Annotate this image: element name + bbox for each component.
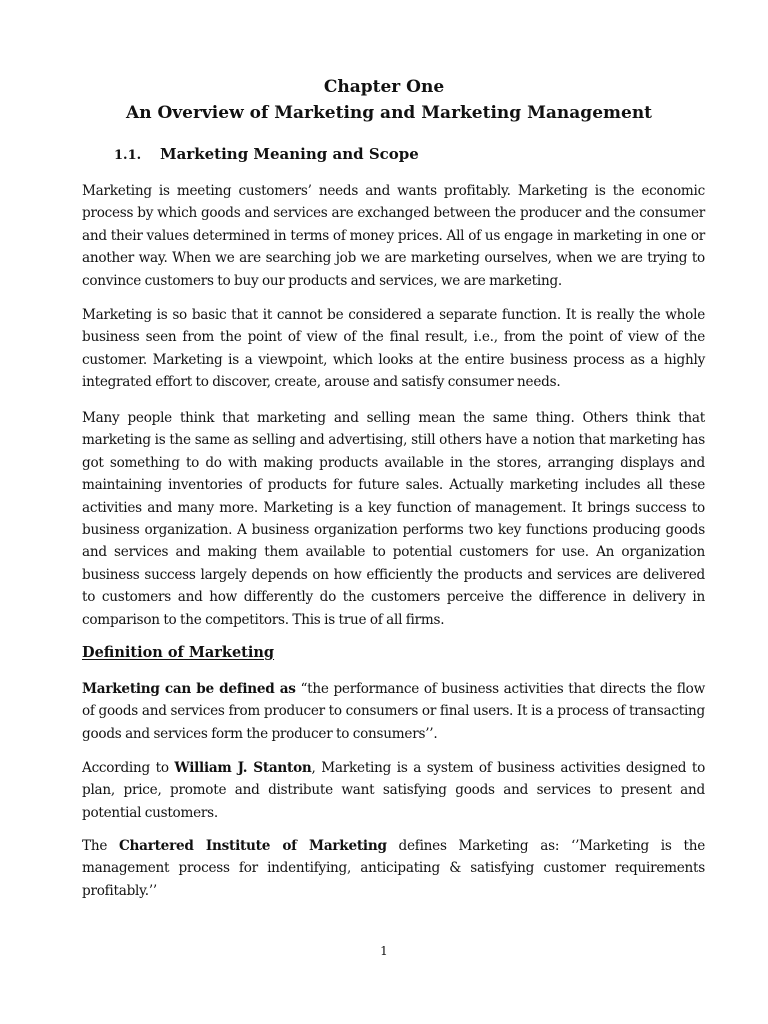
definition-heading: Definition of Marketing [82, 644, 275, 661]
page-number: 1 [380, 944, 388, 958]
cim-definition-text: defines Marketing as: ‘’Marketing is the management process for indentifying, anticipating & satisfying customer requirements profitably.’’ [82, 838, 705, 899]
chapter-title: Chapter One [323, 77, 445, 97]
stanton-name-bold: William J. Stanton [174, 760, 312, 776]
cim-name-bold: Chartered Institute of Marketing [118, 838, 387, 854]
paragraph-definition-cim [82, 835, 705, 902]
paragraph-definition-general [82, 678, 705, 745]
paragraph-marketing-meaning: Marketing is meeting customers’ needs and wants profitably. Marketing is the economic process by which goods and services are exchanged between the producer and the consumer and their values determined in terms of money prices. All of us engage in marketing in one or another way. When we are searching job we are marketing ourselves, when we are trying to convince customers to buy our products and services, we are marketing. [82, 183, 705, 289]
section-heading [114, 143, 419, 167]
paragraph-definition-stanton [82, 757, 705, 824]
paragraph-marketing-vs-selling: Many people think that marketing and selling mean the same thing. Others think that marketing is the same as selling and advertising, still others have a notion that marketing has got something to do with making products available in the stores, arranging displays and maintaining inventories of products for future sales. Actually marketing includes all these activities and many more. Marketing is a key function of management. It brings success to business organization. A business organization performs two key functions producing goods and services and making them available to potential customers for use. An organization business success largely depends on how efficiently the products and services are delivered to customers and how differently do the customers perceive the difference in delivery in comparison to the competitors. This is true of all firms. [82, 410, 705, 628]
cim-prefix: The [82, 838, 119, 854]
paragraph-marketing-viewpoint: Marketing is so basic that it cannot be considered a separate function. It is really the whole business seen from the point of view of the final result, i.e., from the point of view of the customer. Marketing is a viewpoint, which looks at the entire business process as a highly integrated effort to discover, create, arouse and satisfy consumer needs. [82, 307, 705, 391]
definition-general-text: “the performance of business activities that directs the flow of goods and services from producer to consumers or final users. It is a process of transacting goods and services form the producer to consumers’’. [82, 681, 705, 742]
section-number: 1.1. [114, 148, 142, 163]
chapter-subtitle: An Overview of Marketing and Marketing Management [126, 103, 653, 123]
stanton-definition-text: , Marketing is a system of business activities designed to plan, price, promote and distribute want satisfying goods and services to present and potential customers. [82, 760, 706, 821]
section-title: Marketing Meaning and Scope [160, 145, 419, 163]
stanton-prefix: According to [82, 760, 175, 776]
definition-lead-bold: Marketing can be defined as [82, 681, 296, 697]
